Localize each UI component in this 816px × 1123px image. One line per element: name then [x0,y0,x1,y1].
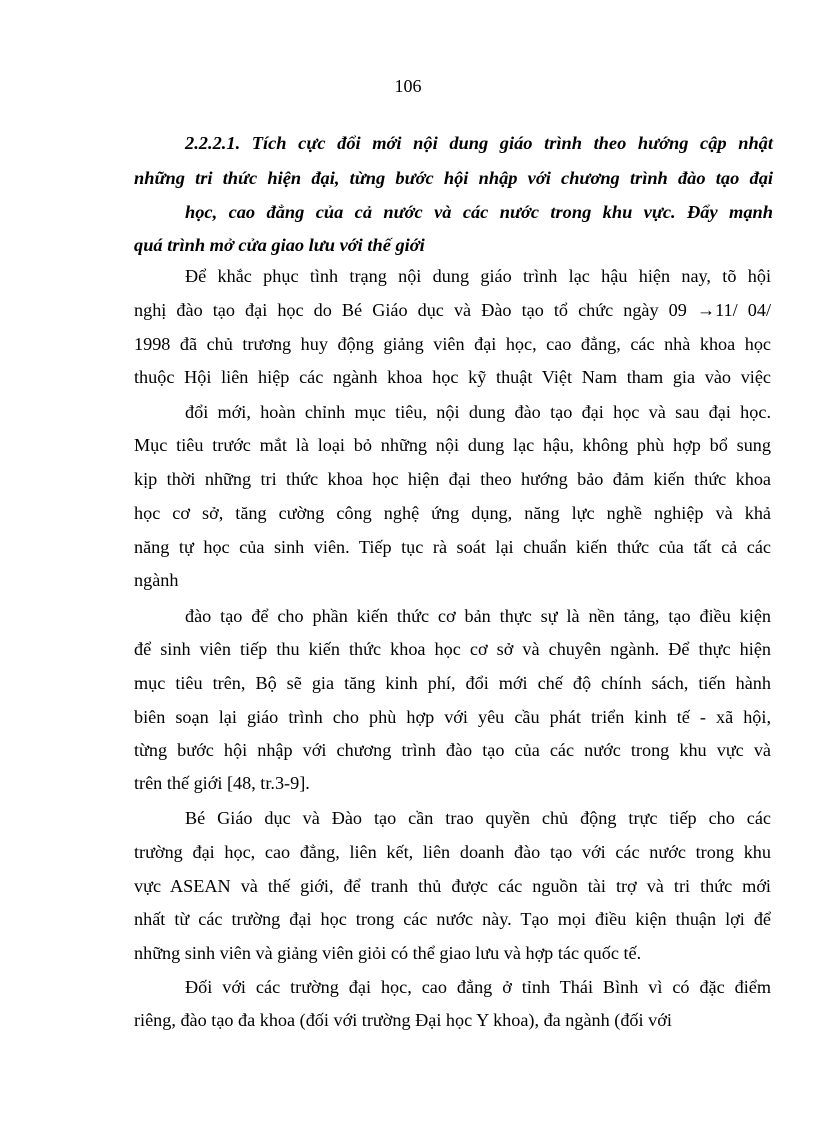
body-line: năng tự học của sinh viên. Tiếp tục rà soát lại chuẩn kiến thức của tất cả các [134,537,771,557]
body-line: đào tạo để cho phần kiến thức cơ bản thực sự là nền tảng, tạo điều kiện [185,606,771,626]
body-line: đổi mới, hoàn chỉnh mục tiêu, nội dung đào tạo đại học và sau đại học. [185,402,771,422]
body-line: nghị đào tạo đại học do Bé Giáo dục và Đào tạo tổ chức ngày 09 →11/ 04/ [134,300,771,320]
body-line: Bé Giáo dục và Đào tạo cần trao quyền chủ động trực tiếp cho các [185,808,771,828]
body-line: Để khắc phục tình trạng nội dung giáo trình lạc hậu hiện nay, tõ hội [185,266,771,286]
body-line: 1998 đã chủ trương huy động giảng viên đại học, cao đẳng, các nhà khoa học [134,334,771,354]
body-line: những sinh viên và giảng viên giỏi có thể giao lưu và hợp tác quốc tế. [134,943,642,963]
body-line: kịp thời những tri thức khoa học hiện đại theo hướng bảo đảm kiến thức khoa [134,469,771,489]
heading-line: học, cao đẳng của cả nước và các nước trong khu vực. Đẩy mạnh [185,202,773,222]
body-line: thuộc Hội liên hiệp các ngành khoa học kỹ thuật Việt Nam tham gia vào việc [134,367,771,387]
page-number: 106 [394,76,422,96]
body-line: mục tiêu trên, Bộ sẽ gia tăng kinh phí, đổi mới chế độ chính sách, tiến hành [134,673,771,693]
body-line: học cơ sở, tăng cường công nghệ ứng dụng, năng lực nghề nghiệp và khả [134,503,771,523]
heading-line: 2.2.2.1. Tích cực đổi mới nội dung giáo trình theo hướng cập nhật [185,133,773,153]
body-line: riêng, đào tạo đa khoa (đối với trường Đại học Y khoa), đa ngành (đối với [134,1010,672,1030]
body-line: Mục tiêu trước mắt là loại bỏ những nội dung lạc hậu, không phù hợp bổ sung [134,435,771,455]
body-line: vực ASEAN và thế giới, để tranh thủ được các nguồn tài trợ và tri thức mới [134,876,771,896]
body-line: biên soạn lại giáo trình cho phù hợp với yêu cầu phát triển kinh tế - xã hội, [134,707,771,727]
body-line: Đối với các trường đại học, cao đẳng ở tỉnh Thái Bình vì có đặc điểm [185,977,771,997]
heading-line: quá trình mở cửa giao lưu với thế giới [134,235,425,255]
body-line: trường đại học, cao đẳng, liên kết, liên doanh đào tạo với các nước trong khu [134,842,771,862]
body-line: trên thế giới [48, tr.3-9]. [134,773,310,793]
body-line: để sinh viên tiếp thu kiến thức khoa học cơ sở và chuyên ngành. Để thực hiện [134,639,771,659]
heading-line: những tri thức hiện đại, từng bước hội nhập với chương trình đào tạo đại [134,168,773,188]
body-line: nhất từ các trường đại học trong các nước này. Tạo mọi điều kiện thuận lợi để [134,909,771,929]
body-line: ngành [134,570,179,590]
body-line: từng bước hội nhập với chương trình đào tạo của các nước trong khu vực và [134,740,771,760]
